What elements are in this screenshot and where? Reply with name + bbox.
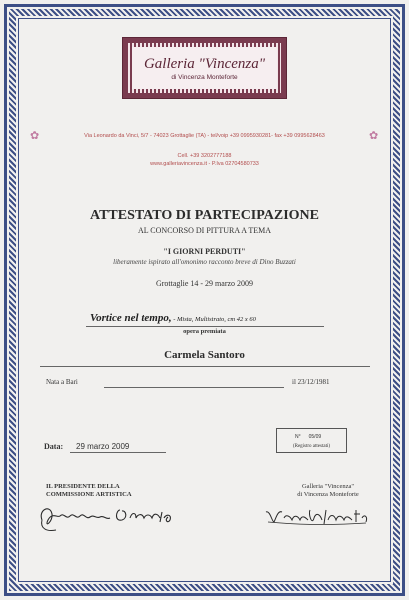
certificate-subheading: AL CONCORSO DI PITTURA A TEMA [137, 226, 272, 235]
president-line-1: IL PRESIDENTE DELLA [46, 483, 120, 490]
gallery-logo [122, 37, 287, 99]
contact-web: www.galleriavincenza.it - P.Iva 02704580733 [150, 161, 259, 167]
logo-subtitle: di Vincenza Monteforte [171, 74, 238, 81]
rosette-right-icon: ✿ [369, 130, 379, 142]
gallery-line-1: Galleria "Vincenza" [301, 483, 354, 490]
gallery-title [268, 483, 388, 499]
registry-number: 05/09 [308, 434, 322, 440]
artwork-title [90, 312, 320, 324]
registry-box [276, 428, 347, 453]
issue-date-value: 29 marzo 2009 [76, 442, 130, 451]
rosette-left-icon: ✿ [30, 130, 40, 142]
contest-theme: "I GIORNI PERDUTI" [163, 247, 246, 256]
participant-name: Carmela Santoro [164, 349, 245, 361]
president-title [46, 483, 132, 499]
artwork-name: Vortice nel tempo, [90, 312, 172, 324]
registry-number-label: N° [295, 434, 301, 440]
logo-title: Galleria "Vincenza" [143, 56, 266, 72]
president-line-2: COMMISSIONE ARTISTICA [46, 491, 132, 498]
birth-date: il 23/12/1981 [292, 378, 330, 386]
artwork-details: - Mista, Multistrato, cm 42 x 60 [171, 316, 256, 323]
contact-address: Via Leonardo da Vinci, 5/7 - 74023 Grottaglie (TA) - tel/voip +39 0995930281- fax +39 0995628463 [84, 133, 325, 139]
birth-place: Nata a Bari [46, 378, 78, 386]
artwork-label: opera premiata [183, 328, 226, 335]
gallery-line-2: di Vincenza Monteforte [297, 491, 359, 498]
gallery-signature-image [262, 504, 382, 530]
name-underline [40, 366, 370, 367]
certificate-heading: ATTESTATO DI PARTECIPAZIONE [90, 208, 319, 223]
president-signature-image [36, 500, 186, 534]
birth-underline [104, 387, 284, 388]
contest-dates: Grottaglie 14 - 29 marzo 2009 [155, 279, 254, 288]
contest-inspiration: liberamente ispirato all'omonimo racconto breve di Dino Buzzati [113, 258, 296, 266]
issue-date-underline [70, 452, 166, 453]
artwork-underline [86, 326, 324, 327]
contact-cell: Cell. +39 3202777188 [177, 153, 232, 159]
issue-date-label: Data: [44, 442, 64, 451]
registry-caption: (Registro attestati) [292, 444, 331, 449]
